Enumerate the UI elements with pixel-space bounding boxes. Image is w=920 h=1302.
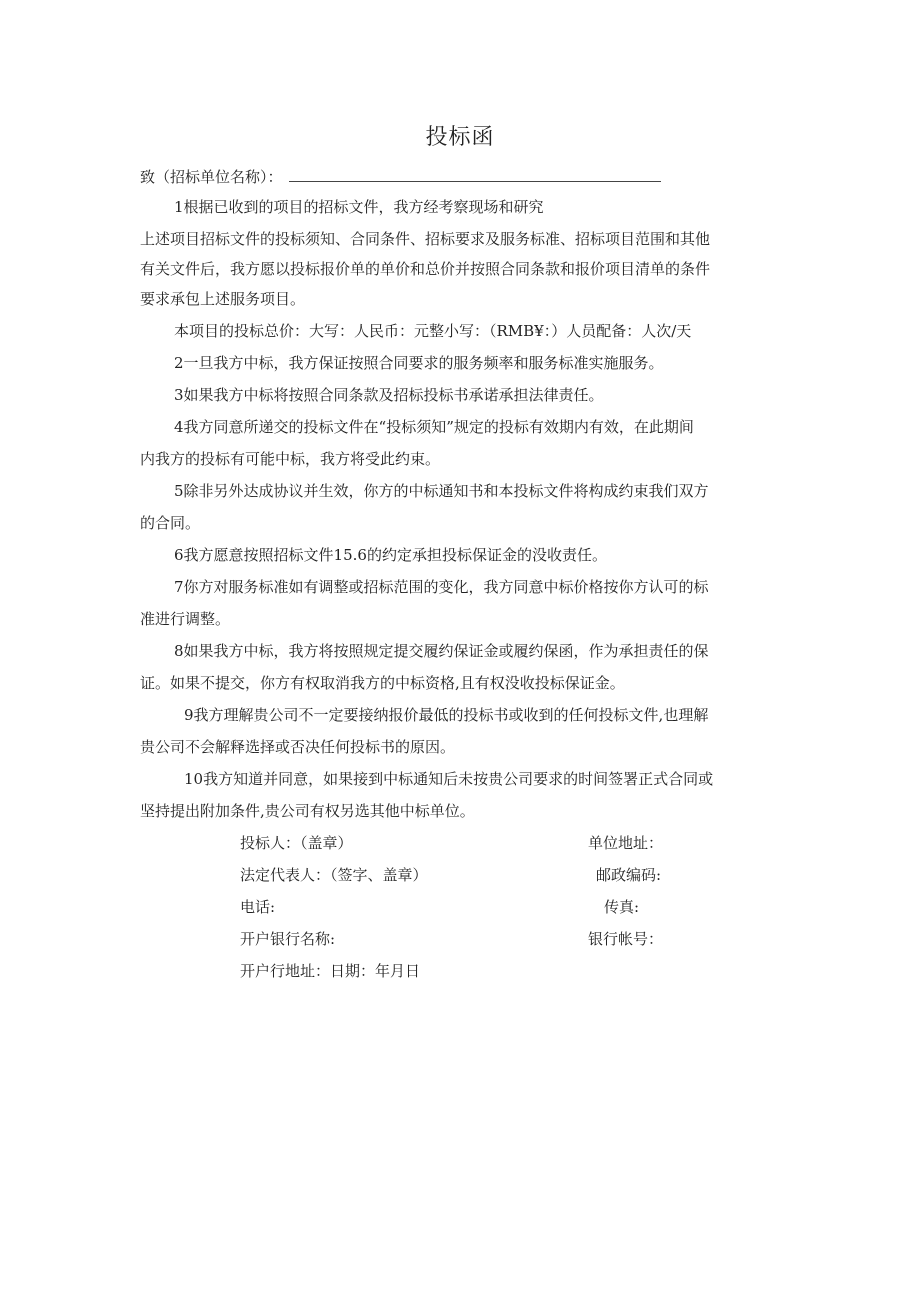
bank-name-field: 开户银行名称: bbox=[240, 930, 336, 948]
account-field: 银行帐号： bbox=[588, 930, 664, 948]
paragraph-line: 6我方愿意按照招标文件15.6的约定承担投标保证金的没收责任。 bbox=[174, 546, 607, 564]
fax-field: 传真: bbox=[604, 898, 640, 916]
paragraph-line: 本项目的投标总价：大写：人民币：元整小写：（RMB¥：）人员配备：人次/天 bbox=[174, 322, 692, 340]
paragraph-line: 有关文件后，我方愿以投标报价单的单价和总价并按照合同条款和报价项目清单的条件 bbox=[140, 260, 711, 278]
legal-rep-field: 法定代表人：（签字、盖章） bbox=[240, 866, 428, 884]
paragraph-line: 8如果我方中标，我方将按照规定提交履约保证金或履约保函，作为承担责任的保 bbox=[174, 642, 709, 660]
document-title: 投标函 bbox=[425, 125, 495, 150]
bank-address-date-field: 开户行地址：日期：年月日 bbox=[240, 962, 421, 980]
address-field: 单位地址： bbox=[588, 834, 664, 852]
postcode-field: 邮政编码: bbox=[596, 866, 662, 884]
paragraph-line: 3如果我方中标将按照合同条款及招标投标书承诺承担法律责任。 bbox=[174, 386, 604, 404]
paragraph-line: 上述项目招标文件的投标须知、合同条件、招标要求及服务标准、招标项目范围和其他 bbox=[140, 230, 711, 248]
phone-field: 电话: bbox=[240, 898, 276, 916]
recipient-blank bbox=[289, 167, 661, 182]
bidder-field: 投标人：（盖章） bbox=[240, 834, 353, 852]
paragraph-line: 坚持提出附加条件,贵公司有权另选其他中标单位。 bbox=[140, 802, 475, 820]
paragraph-line: 的合同。 bbox=[140, 514, 201, 532]
paragraph-line: 证。如果不提交，你方有权取消我方的中标资格,且有权没收投标保证金。 bbox=[140, 674, 625, 692]
paragraph-line: 9我方理解贵公司不一定要接纳报价最低的投标书或收到的任何投标文件,也理解 bbox=[184, 706, 709, 724]
recipient-label: 致（招标单位名称）： bbox=[140, 168, 283, 186]
paragraph-line: 7你方对服务标准如有调整或招标范围的变化，我方同意中标价格按你方认可的标 bbox=[174, 578, 709, 596]
paragraph-line: 准进行调整。 bbox=[140, 610, 231, 628]
paragraph-line: 4我方同意所递交的投标文件在“投标须知”规定的投标有效期内有效，在此期间 bbox=[174, 418, 694, 436]
paragraph-line: 5除非另外达成协议并生效，你方的中标通知书和本投标文件将构成约束我们双方 bbox=[174, 482, 709, 500]
paragraph-line: 内我方的投标有可能中标，我方将受此约束。 bbox=[140, 450, 441, 468]
paragraph-line: 10我方知道并同意，如果接到中标通知后未按贵公司要求的时间签署正式合同或 bbox=[184, 770, 714, 788]
paragraph-line: 要求承包上述服务项目。 bbox=[140, 290, 306, 308]
paragraph-line: 1根据已收到的项目的招标文件，我方经考察现场和研究 bbox=[174, 198, 544, 216]
paragraph-line: 贵公司不会解释选择或否决任何投标书的原因。 bbox=[140, 738, 456, 756]
paragraph-line: 2一旦我方中标，我方保证按照合同要求的服务频率和服务标准实施服务。 bbox=[174, 354, 664, 372]
recipient-line bbox=[140, 166, 661, 188]
